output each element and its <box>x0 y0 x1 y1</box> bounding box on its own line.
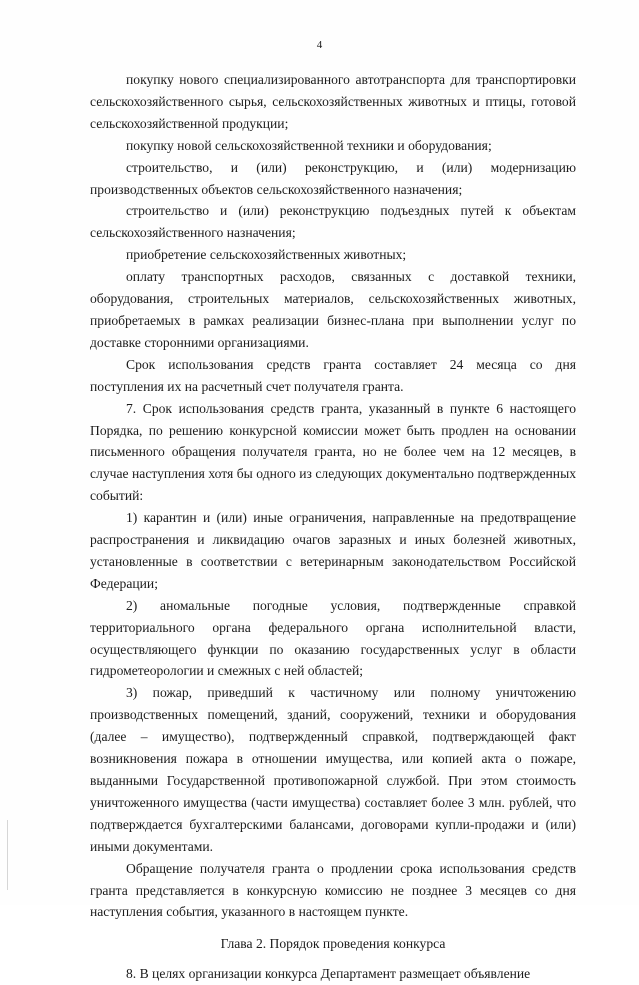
paragraph-item-7: 7. Срок использования средств гранта, указанный в пункте 6 настоящего Порядка, по решению конкурсной комиссии может быть продлен на основании письменного обращения получателя гранта, но не более чем на 12 месяцев, в случае наступления хотя бы одного из следующих документально подтвержденных событий: <box>90 400 576 504</box>
paragraph-construction: строительство, и (или) реконструкцию, и (или) модернизацию производственных объектов сельскохозяйственного назначения; <box>90 159 576 197</box>
paragraph-grant-term: Срок использования средств гранта составляет 24 месяца со дня поступления их на расчетный счет получателя гранта. <box>90 356 576 394</box>
paragraph-equipment-purchase: покупку новой сельскохозяйственной техники и оборудования; <box>126 137 492 153</box>
chapter-heading: Глава 2. Порядок проведения конкурса <box>220 936 446 952</box>
paragraph-vehicle-purchase: покупку нового специализированного автотранспорта для транспортировки сельскохозяйственного сырья, сельскохозяйственных животных и птицы, готовой сельскохозяйственной продукции; <box>90 72 576 131</box>
scan-margin-mark <box>7 820 8 890</box>
paragraph-livestock: приобретение сельскохозяйственных животных; <box>126 247 407 263</box>
paragraph-item-7-2: 2) аномальные погодные условия, подтвержденные справкой территориального органа федерального органа исполнительной власти, осуществляющего функции по оказанию государственных услуг в области гидрометеорологии и смежных с ней областей; <box>90 597 576 679</box>
page-number: 4 <box>316 39 323 51</box>
paragraph-transport-costs: оплату транспортных расходов, связанных с доставкой техники, оборудования, строительных материалов, сельскохозяйственных животных, приобретаемых в рамках реализации бизнес-плана при выполнении услуг по доставке сторонними организациями. <box>90 269 576 350</box>
document-body <box>90 69 576 985</box>
paragraph-item-8: 8. В целях организации конкурса Департамент размещает объявление <box>126 966 531 982</box>
paragraph-extension-request: Обращение получателя гранта о продлении срока использования средств гранта представляется в конкурсную комиссию не позднее 3 месяцев со дня наступления события, указанного в настоящем пункте. <box>90 860 576 920</box>
paragraph-access-roads: строительство и (или) реконструкцию подъездных путей к объектам сельскохозяйственного назначения; <box>90 203 576 241</box>
paragraph-item-7-3: 3) пожар, приведший к частичному или полному уничтожению производственных помещений, зданий, сооружений, техники и оборудования (далее – имущество), подтвержденный справкой, подтверждающей факт возникновения пожара в отношении имущества, или копией акта о пожаре, выданными Государственной противопожарной службой. При этом стоимость уничтоженного имущества (части имущества) составляет более 3 млн. рублей, что подтверждается бухгалтерскими балансами, договорами купли-продажи и (или) иными документами. <box>90 685 576 854</box>
paragraph-item-7-1: 1) карантин и (или) иные ограничения, направленные на предотвращение распространения и ликвидацию очагов заразных и иных болезней животных, установленные в соответствии с ветеринарным законодательством Российской Федерации; <box>90 510 576 591</box>
